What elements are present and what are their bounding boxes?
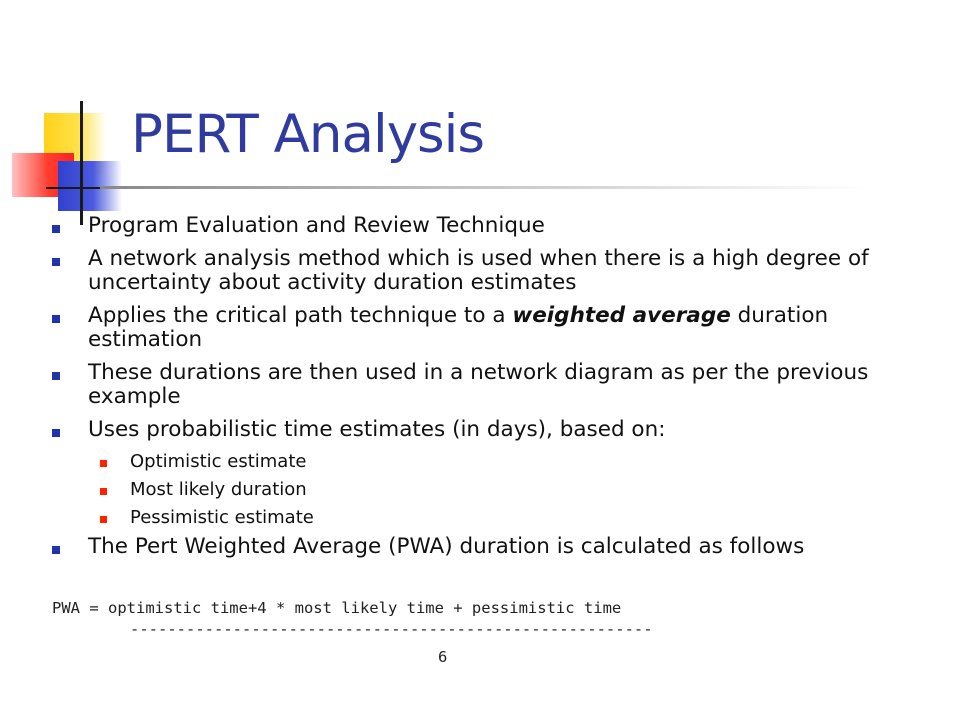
- bullet-item: [52, 418, 932, 442]
- sub-bullet-item: [52, 451, 932, 473]
- bullet-item: [52, 214, 932, 238]
- bullet-item: [52, 535, 932, 559]
- bullet-text: Program Evaluation and Review Technique: [88, 213, 545, 238]
- bullet-list: [52, 214, 932, 568]
- bullet-text: These durations are then used in a network diagram as per the previous example: [88, 360, 869, 409]
- title-underline: [100, 186, 870, 189]
- sub-bullet-text: Most likely duration: [130, 479, 307, 500]
- bullet-text: The Pert Weighted Average (PWA) duration is calculated as follows: [88, 534, 805, 559]
- bullet-item: [52, 304, 932, 352]
- sub-bullet-item: [52, 507, 932, 529]
- bullet-emphasis: weighted average: [512, 303, 731, 328]
- bullet-text-post: duration estimation: [88, 303, 829, 352]
- bullet-item: [52, 361, 932, 409]
- formula-numerator: PWA = optimistic time+4 * most likely time + pessimistic time: [52, 599, 622, 617]
- bullet-text: Uses probabilistic time estimates (in days), based on:: [88, 417, 666, 442]
- bullet-item: [52, 247, 932, 295]
- sub-bullet-text: Optimistic estimate: [130, 451, 307, 472]
- bullet-text-pre: Applies the critical path technique to a: [88, 303, 513, 328]
- vertical-rule: [80, 101, 83, 225]
- bullet-text: A network analysis method which is used when there is a high degree of uncertainty about activity duration estimates: [88, 246, 869, 295]
- sub-bullet-item: [52, 479, 932, 501]
- slide-title: PERT Analysis: [131, 104, 485, 165]
- formula-divider: --------------------------------------------------------: [130, 620, 653, 638]
- formula-denominator: 6: [438, 648, 448, 666]
- logo-decoration: [0, 95, 140, 215]
- sub-bullet-text: Pessimistic estimate: [130, 507, 314, 528]
